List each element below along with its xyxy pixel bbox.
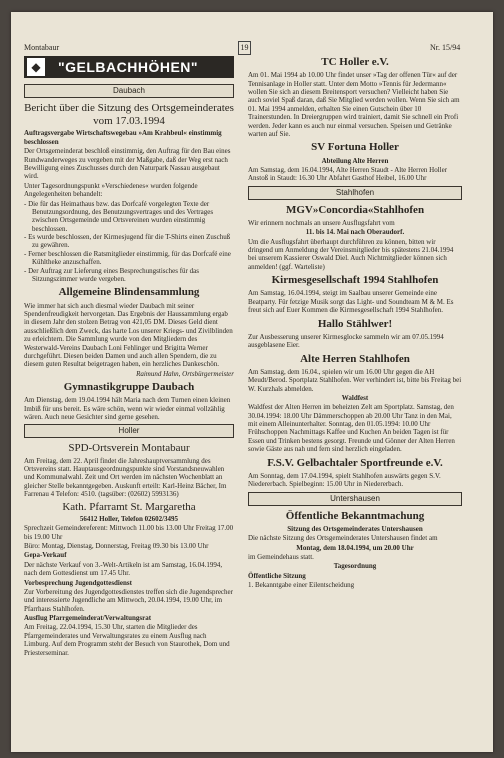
article-text: Unter Tagesordnungspunkt »Verschiedenes« wurden folgende Angelegenheiten behandelt:	[24, 181, 198, 199]
page-number: 19	[238, 41, 251, 55]
right-column	[248, 56, 462, 591]
article-text: Am 01. Mai 1994 ab 10.00 Uhr findet unser »Tag der offenen Tür« auf der Tennisanlage in Holler statt. Unter dem Motto »Tennis für Jedermann« wollen Sie sich an diesem Breitensport versuchen? Vielleicht haben Sie auch soviel Spaß daran, daß Sie Mitglied werden wollen. Wenn Sie sich am 01. Mai 1994 anmelden, erhalten Sie einen Gutschein über 10 Trainerstunden. In Dreiergruppen wird trainiert, damit Sie schnell ein Profi werden. Jeder kann es auch nur einmal versuchen. Speisen und Getränke warten auf Sie.	[248, 71, 460, 138]
article-text: Zur Ausbesserung unserer Kirmesglocke sammeln wir am 07.05.1994 ausgeblasene Eier.	[248, 332, 444, 350]
article-title: Kath. Pfarramt St. Margaretha	[62, 500, 196, 513]
article-title: Gymnastikgruppe Daubach	[63, 381, 195, 394]
article-title: F.S.V. Gelbachtaler Sportfreunde e.V.	[267, 456, 443, 469]
article-text: Wir erinnern nochmals an unsere Ausflugsfahrt vom	[248, 218, 395, 227]
section-untershausen: Untershausen	[248, 492, 462, 506]
article-title: Allgemeine Blindensammlung	[58, 286, 200, 299]
article-title: Alte Herren Stahlhofen	[300, 352, 410, 365]
article-title: Hallo Stählwer!	[317, 317, 393, 330]
article-subtitle: Auftragsvergabe Wirtschaftswegebau »Am Krahbeul« einstimmig beschlossen	[24, 129, 222, 146]
list-item: - Der Auftrag zur Lieferung eines Besprechungstisches für das Sitzungszimmer wurde vergeben.	[24, 266, 199, 284]
article-subtitle: Abteilung Alte Herren	[321, 156, 389, 165]
article-highlight: 11. bis 14. Mai nach Oberaudorf.	[305, 228, 405, 237]
article-subheading: Ausflug Pfarrgemeinderat/Verwaltungsrat	[24, 614, 152, 623]
header-left: Montabaur	[24, 43, 60, 52]
article-subtitle: Sitzung des Ortsgemeinderates Untershausen	[287, 524, 423, 533]
article-text: Wie immer hat sich auch diesmal wieder Daubach mit seiner Spendenfreudigkeit hervorgetan. Das Ergebnis der Haussammlung ergab in diesem Jahr den stolzen Betrag von 421,05 DM. Dieses Geld dient ausschließlich dem Zweck, das harte Los unserer Kriegs- und Zivilblinden zu erleichtern. Die Sammlung wurde von den Mitgliedern des Westerwald-Vereins Daubach Loni Fehlinger und Brigitta Werner durchgeführt. Diesen beiden Damen und auch allen Spendern, die zu diesem guten Resultat beigetragen haben, ein herzliches Dankeschön.	[24, 301, 233, 369]
article-text: Der Ortsgemeinderat beschloß einstimmig, den Auftrag für den Bau eines Rundwanderweges zu vergeben mit der Maßgabe, daß der Weg erst nach Bewilligung eines Zuschusses durch den Naturpark Nassau ausgebaut wird.	[24, 147, 231, 181]
section-banner	[24, 56, 234, 78]
signature: Raimund Hahn, Ortsbürgermeister	[136, 369, 234, 378]
article-subtitle: 56412 Holler, Telefon 02602/3495	[79, 514, 179, 523]
article-title: Kirmesgesellschaft 1994 Stahlhofen	[271, 274, 439, 287]
list-item: - Ferner beschlossen die Ratsmitglieder einstimmig, für das Dorfcafé eine Kühltheke anzuschaffen.	[24, 249, 231, 267]
article-title: TC Holler e.V.	[321, 56, 389, 68]
section-stahlhofen: Stahlhofen	[248, 186, 462, 200]
left-column	[24, 56, 234, 658]
article-subheading: Gepa-Verkauf	[24, 551, 67, 560]
article-text: Um die Ausflugsfahrt überhaupt durchführen zu können, bitten wir dringend um Anmeldung der Vereinsmitglieder bis spätestens 21.04.1994 bei unserem Kassierer Oswald Diel. Auch Nichtmitglieder können sich anmelden! (ggf. Warteliste)	[248, 237, 454, 271]
header-right: Nr. 15/94	[430, 43, 461, 52]
article-text: Waldfest der Alten Herren im beheizten Zelt am Sportplatz. Samstag, den 30.04.1994: 18.00 Uhr Dämmerschoppen ab 20.00 Uhr Tanz in den Mai, mit einem Alleinunterhalter. Sonntag, den 01.05.1994: 10.00 Uhr Frühschoppen Nachmittags Kaffee und Kuchen An beiden Tagen ist für Essen und Trinken bestens gesorgt. Freunde und Gönner der Alten Herren sowie Gäste aus nah und fern sind herzlich eingeladen.	[248, 403, 455, 454]
article-text: im Gemeindehaus statt.	[248, 552, 314, 561]
article-text: Am Freitag, dem 22. April findet die Jahreshauptversammlung des Ortsvereins statt. Hauptausgeordnungspunkte sind Vorstandsneuwahlen und Kommunalwahl. Zeit und Ort werden im nächsten Wochenblatt an gleicher Stelle bekanntgegeben. Auskunft erteilt: Karl-Heinz Bächer, Im Farrenau 4 Telefon: 4510. (tagsüber: (02602) 5993136)	[24, 456, 227, 499]
article-text: Der nächste Verkauf von 3.-Welt-Artikeln ist am Samstag, 16.04.1994, nach dem Gottesdienst um 17.45 Uhr.	[24, 560, 223, 578]
article-text: Die nächste Sitzung des Ortsgemeinderates Untershausen findet am	[248, 534, 438, 543]
article-subheading: Öffentliche Sitzung	[248, 571, 306, 580]
article-text: Zur Vorbereitung des Jugendgottesdienstes treffen sich die Jugendsprecher und interessierte Jugendliche am Mittwoch, 20.04.1994, 19.00 Uhr, im Pfarrhaus Stahlhofen.	[24, 587, 233, 613]
list-item: 1. Bekanntgabe einer Eilentscheidung	[248, 581, 355, 590]
article-text: Büro: Montag, Dienstag, Donnerstag, Freitag 09.30 bis 13.00 Uhr	[24, 541, 209, 550]
article-title: SV Fortuna Holler	[311, 141, 399, 154]
article-text: Sprechzeit Gemeindereferent: Mittwoch 11.00 bis 13.00 Uhr Freitag 17.00 bis 19.00 Uhr	[24, 524, 234, 541]
banner-title: "GELBACHHÖHEN"	[58, 59, 199, 75]
article-text: Am Freitag, 22.04.1994, 15.30 Uhr, starten die Mitglieder des Pfarrgemeinderates und Verwaltungsrates zu einem Ausflug nach Limburg. Auf dem Programm steht der Besuch von Staurothek, Dom und Priesterseminar.	[24, 623, 230, 657]
list-item: - Die für das Heimathaus bzw. das Dorfcafé vorgelegten Texte der Benutzungsordnung, des Benutzungsvertrages und des Vertrages zwischen Ortsgemeinde und Ortsvereinen wurden einstimmig beschlossen.	[24, 199, 214, 233]
article-text: Am Dienstag, dem 19.04.1994 hält Maria nach dem Turnen einen kleinen Imbiß für uns bereit. Es wäre schön, wenn wir wieder einmal vollzählig wären. Auch neue Gesichter sind gerne gesehen.	[24, 396, 231, 422]
agenda-list	[24, 200, 234, 284]
article-title: MGV»Concordia«Stahlhofen	[285, 203, 425, 216]
article-text: Am Sonntag, dem 17.04.1994, spielt Stahlhofen auswärts gegen S.V. Niedererbach. Spielbeginn: 15.00 Uhr in Niedererbach.	[248, 471, 441, 489]
agenda-heading: Tagesordnung	[333, 562, 377, 571]
article-highlight: Montag, dem 18.04.1994, um 20.00 Uhr	[296, 543, 414, 552]
article-subheading: Vorbesprechung Jugendgottesdienst	[24, 578, 132, 587]
region-logo-icon: ◆	[27, 58, 45, 76]
article-text: Am Samstag, dem 16.04.1994, Alte Herren Staudt - Alte Herren Holler Anstoß in Staudt: 16.30 Uhr Abfahrt Gasthof Heibel, 16.00 Uhr	[248, 165, 448, 183]
article-text: Am Samstag, dem 16.04., spielen wir um 16.00 Uhr gegen die AH Meudt/Berod. Sportplatz Stahlhofen. Wer verhindert ist, bitte bis Freitag bei W. Kurzhals abmelden.	[248, 367, 462, 393]
article-title: Öffentliche Bekanntmachung	[285, 509, 425, 522]
article-title: SPD-Ortsverein Montabaur	[68, 442, 190, 455]
section-daubach: Daubach	[24, 84, 234, 98]
list-item: - Es wurde beschlossen, der Kirmesjugend für die T-Shirts einen Zuschuß zu gewähren.	[24, 233, 231, 250]
article-title: Bericht über die Sitzung des Ortsgemeinderates vom 17.03.1994	[24, 102, 234, 128]
article-text: Am Samstag, 16.04.1994, steigt im Saalbau unserer Gemeinde eine Beatparty. Für fetzige Musik sorgt das Light- und Soundteam M & M. Es freut sich auf Euer Kommen die Kirmesgesellschaft 1994 Stahlhofen.	[248, 289, 454, 315]
section-holler: Holler	[24, 424, 234, 438]
article-subtitle: Waldfest	[341, 393, 369, 402]
